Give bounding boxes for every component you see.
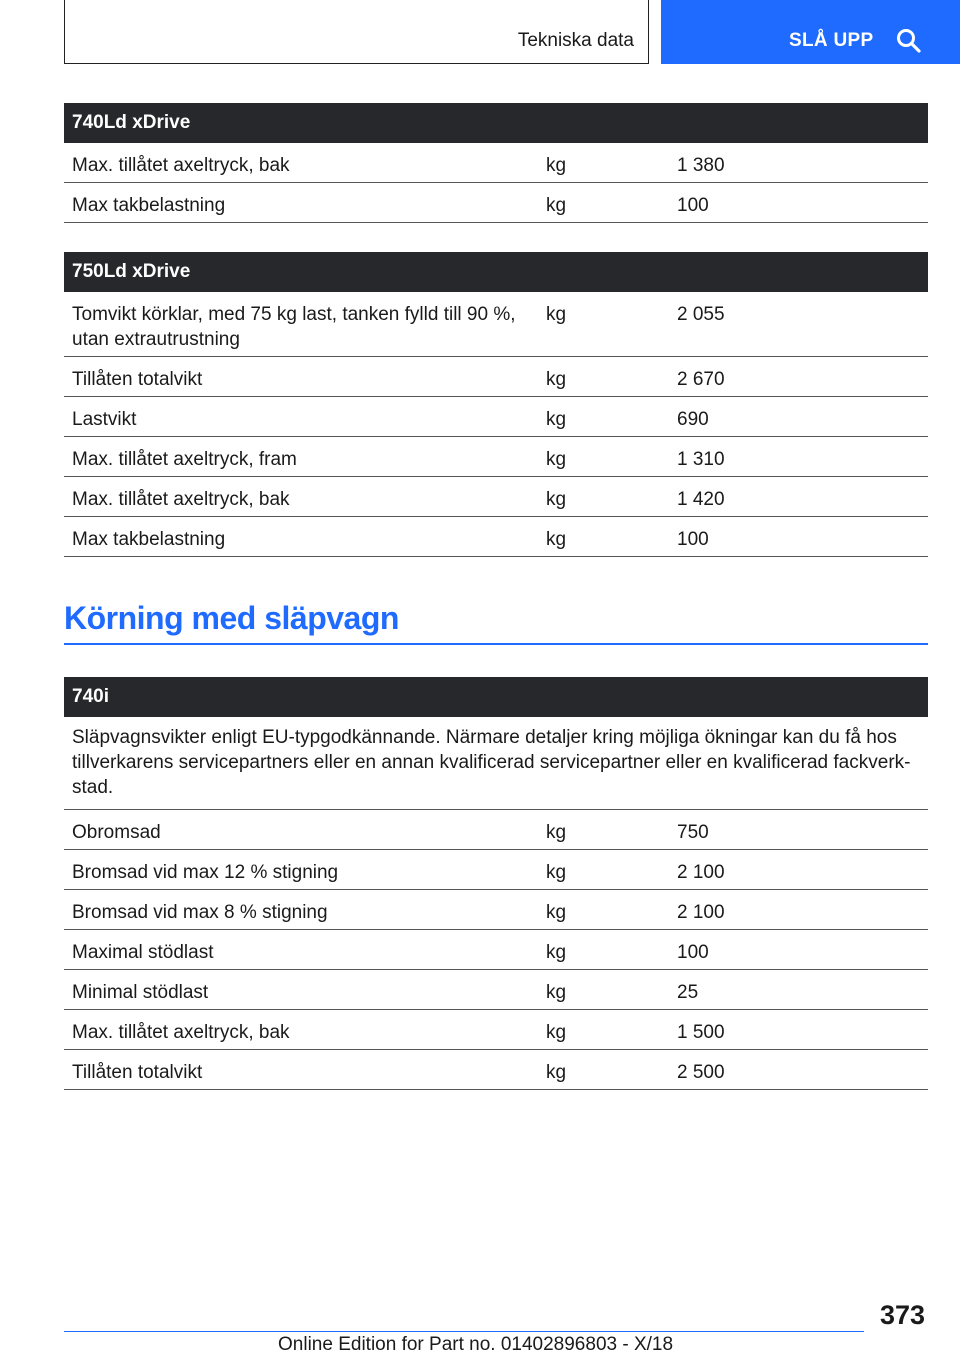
row-value: 25 — [677, 982, 699, 1003]
row-unit: kg — [546, 822, 567, 843]
table-row — [64, 437, 928, 477]
row-label: Maximal stödlast — [72, 942, 214, 963]
row-label: Bromsad vid max 12 % stigning — [72, 862, 339, 883]
row-unit: kg — [546, 449, 567, 470]
trailer-table-740i — [64, 677, 928, 1090]
header-section-box — [64, 0, 649, 64]
table-row — [64, 850, 928, 890]
table-row — [64, 357, 928, 397]
row-unit: kg — [546, 409, 567, 430]
spec-table-750ld — [64, 252, 928, 557]
table-row — [64, 397, 928, 437]
row-value: 100 — [677, 942, 709, 963]
table-row — [64, 1050, 928, 1090]
row-value: 2 055 — [677, 304, 725, 325]
table-row — [64, 477, 928, 517]
table-title: 750Ld xDrive — [64, 252, 928, 292]
table-row — [64, 930, 928, 970]
row-label: Max. tillåtet axeltryck, bak — [72, 489, 290, 510]
row-unit: kg — [546, 942, 567, 963]
row-unit: kg — [546, 862, 567, 883]
section-divider — [64, 643, 928, 645]
header-section-title: Tekniska data — [517, 30, 634, 51]
table-row — [64, 143, 928, 183]
table-note: Släpvagnsvikter enligt EU-typgodkännande. Närmare detaljer kring möjliga ökningar kan du få hos tillverkarens servicepartners eller en annan kvalificerad servicepartner eller en kvalificerad fackverk-stad. — [64, 717, 928, 810]
row-label: Tillåten totalvikt — [72, 369, 203, 390]
search-button[interactable] — [661, 0, 960, 64]
row-value: 2 100 — [677, 902, 725, 923]
table-title: 740Ld xDrive — [64, 103, 928, 143]
row-value: 1 500 — [677, 1022, 725, 1043]
table-row — [64, 970, 928, 1010]
footer-divider — [64, 1331, 864, 1332]
row-label: Max. tillåtet axeltryck, fram — [72, 449, 297, 470]
row-unit: kg — [546, 369, 567, 390]
row-label: Tomvikt körklar, med 75 kg last, tanken fylld till 90 %, utan extrautrustning — [72, 304, 516, 350]
spec-table-740ld — [64, 103, 928, 223]
table-row — [64, 810, 928, 850]
row-value: 2 670 — [677, 369, 725, 390]
table-row — [64, 1010, 928, 1050]
table-row — [64, 292, 928, 357]
row-unit: kg — [546, 1062, 567, 1083]
row-label: Tillåten totalvikt — [72, 1062, 203, 1083]
row-label: Obromsad — [72, 822, 161, 843]
table-row — [64, 517, 928, 557]
row-value: 750 — [677, 822, 709, 843]
row-label: Minimal stödlast — [72, 982, 209, 1003]
row-value: 2 500 — [677, 1062, 725, 1083]
row-label: Max takbelastning — [72, 529, 226, 550]
row-value: 1 310 — [677, 449, 725, 470]
table-row — [64, 890, 928, 930]
row-label: Lastvikt — [72, 409, 137, 430]
row-value: 100 — [677, 529, 709, 550]
table-title: 740i — [64, 677, 928, 717]
row-value: 690 — [677, 409, 709, 430]
section-heading: Körning med släpvagn — [64, 600, 399, 636]
row-label: Max takbelastning — [72, 195, 226, 216]
row-label: Bromsad vid max 8 % stigning — [72, 902, 328, 923]
row-label: Max. tillåtet axeltryck, bak — [72, 1022, 290, 1043]
page-number: 373 — [880, 1300, 926, 1330]
row-value: 100 — [677, 195, 709, 216]
row-value: 2 100 — [677, 862, 725, 883]
row-value: 1 380 — [677, 155, 725, 176]
search-icon — [896, 28, 922, 54]
row-value: 1 420 — [677, 489, 725, 510]
table-row — [64, 183, 928, 223]
search-button-label: SLÅ UPP — [789, 30, 874, 51]
row-unit: kg — [546, 489, 567, 510]
row-unit: kg — [546, 195, 567, 216]
row-unit: kg — [546, 155, 567, 176]
row-unit: kg — [546, 529, 567, 550]
row-unit: kg — [546, 1022, 567, 1043]
row-label: Max. tillåtet axeltryck, bak — [72, 155, 290, 176]
row-unit: kg — [546, 304, 567, 325]
row-unit: kg — [546, 902, 567, 923]
footer-edition-text: Online Edition for Part no. 01402896803 - X/18 — [278, 1334, 674, 1355]
row-unit: kg — [546, 982, 567, 1003]
